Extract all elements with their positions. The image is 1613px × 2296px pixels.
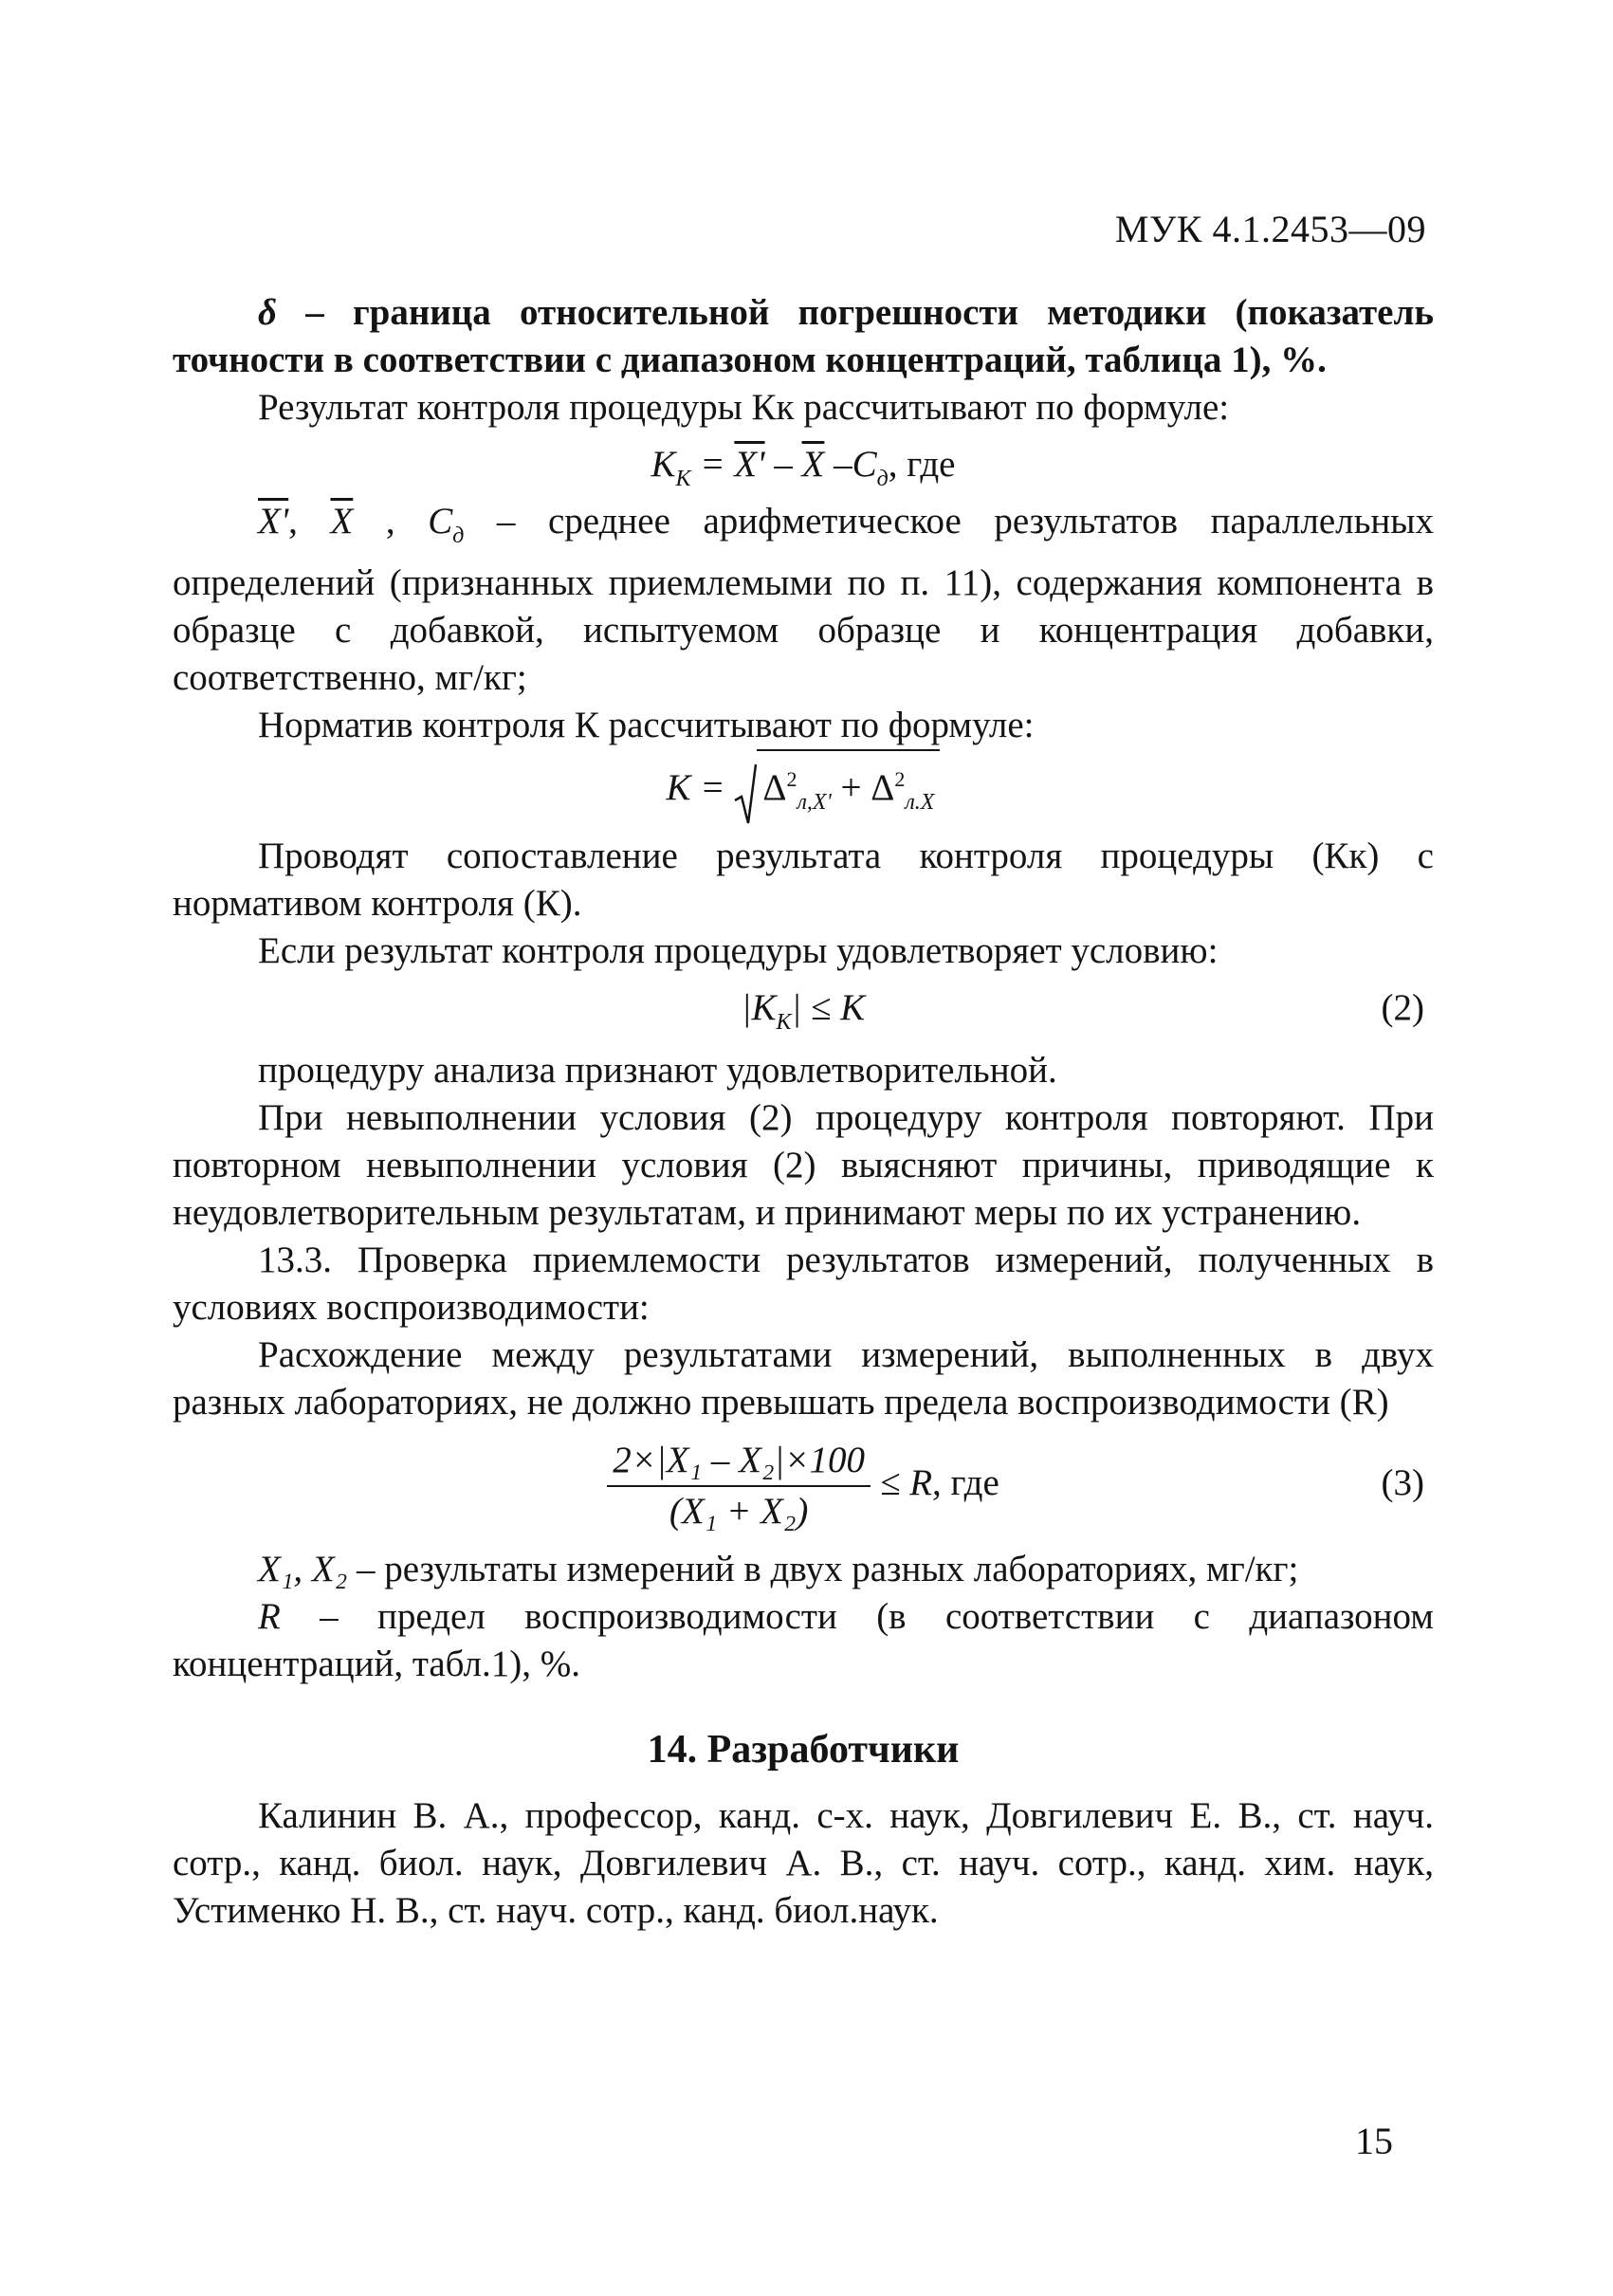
paragraph-variables: [173, 498, 1434, 702]
paragraph-repeat: При невыполнении условия (2) процедуру контроля повторяют. При повторном невыполнении условия (2) выясняют причины, приводящие к неудовлетворительным результатам, и принимают меры по их устранению.: [173, 1097, 1434, 1233]
delta2-sup: 2: [894, 767, 906, 791]
paragraph-x1-x2: [173, 1546, 1434, 1593]
formula-k-lhs: K =: [666, 767, 735, 808]
formula-kk-minus2: –C: [824, 444, 877, 485]
delta1-sup: 2: [786, 767, 797, 791]
var-c-sub: д: [452, 523, 465, 548]
formula-kk-c-sub: д: [876, 467, 889, 491]
formula-kk-minus1: –: [764, 444, 802, 485]
delta1-sub: л,X': [797, 790, 832, 815]
formula-kk-x-prime: X': [734, 444, 765, 485]
sqrt-sign: [734, 753, 757, 829]
page-number: 15: [1355, 2120, 1393, 2162]
document-body: [173, 289, 1434, 1935]
delta1: Δ: [762, 767, 787, 808]
formula-kk-eq: =: [690, 444, 735, 485]
condition-lhs-sub: K: [776, 1010, 792, 1035]
fraction-denominator: (X₁ + X₂): [669, 1491, 809, 1533]
var-sep: ,: [288, 501, 331, 542]
paragraph-if: Если результат контроля процедуры удовлетворяет условию:: [258, 930, 1219, 971]
delta2: Δ: [871, 767, 895, 808]
formula-k-plus: +: [831, 767, 871, 808]
paragraph-authors: Калинин В. А., профессор, канд. с-х. наук, Довгилевич Е. В., ст. науч. сотр., канд. биол. наук, Довгилевич А. В., ст. науч. сотр., канд. хим. наук, Устименко Н. В., ст. науч. сотр., канд. биол.наук.: [173, 1795, 1434, 1931]
condition-rhs: | ≤ K: [791, 987, 866, 1028]
delta2-sub: л.X: [905, 790, 935, 815]
var-x-prime: X': [258, 501, 289, 542]
paragraph-norm-intro: Норматив контроля К рассчитывают по формуле:: [258, 705, 1035, 745]
var-c: C: [428, 501, 453, 542]
formula-kk: [173, 432, 1434, 498]
paragraph-13-3: 13.3. Проверка приемлемости результатов измерений, полученных в условиях воспроизводимости:: [173, 1240, 1434, 1328]
paragraph-result-formula-intro: Результат контроля процедуры Кк рассчитывают по формуле:: [258, 387, 1230, 428]
sqrt-radicand: [757, 749, 940, 831]
formula-condition: [173, 975, 1434, 1041]
formula-kk-lhs: K: [651, 444, 676, 485]
r-definition: – предел воспроизводимости (в соответствии с диапазоном концентраций, табл.1), %.: [173, 1596, 1434, 1684]
equation-number-3: (3): [1381, 1462, 1424, 1503]
paragraph-r: [173, 1593, 1434, 1688]
formula-k: [173, 749, 1434, 825]
formula-reproducibility: [173, 1426, 1434, 1540]
formula-r-rhs: ≤ R: [880, 1462, 933, 1503]
formula-kk-x: $\overline{X}$: [801, 444, 825, 485]
section-14-title: 14. Разработчики: [647, 1728, 960, 1772]
fraction: [607, 1436, 871, 1536]
formula-kk-lhs-sub: K: [675, 467, 691, 491]
vars-x1-x2: X₁, X₂: [258, 1549, 348, 1589]
document-code: МУК 4.1.2453—09: [1114, 208, 1426, 250]
equation-number-2: (2): [1381, 987, 1424, 1028]
var-sep2: ,: [353, 501, 429, 542]
variables-definition: – среднее арифметическое результатов параллельных определений (признанных приемлемыми по п. 11), содержания компонента в образце с добавкой, испытуемом образце и концентрация добавки, соответственно, мг/кг;: [173, 501, 1434, 698]
delta-symbol: δ: [258, 292, 277, 333]
formula-kk-tail: , где: [888, 444, 956, 485]
formula-r-tail: , где: [932, 1462, 999, 1503]
var-x: $\overline{X}$: [330, 501, 354, 542]
paragraph-discrepancy: Расхождение между результатами измерений, выполненных в двух разных лабораториях, не должно превышать предела воспроизводимости (R): [173, 1334, 1434, 1423]
paragraph-compare: Проводят сопоставление результата контроля процедуры (Кк) с нормативом контроля (К).: [173, 836, 1434, 924]
condition-lhs: |K: [741, 987, 777, 1028]
paragraph-delta: [173, 289, 1434, 384]
fraction-numerator: 2×|X₁ – X₂|×100: [607, 1436, 871, 1487]
paragraph-accept: процедуру анализа признают удовлетворительной.: [258, 1050, 1057, 1091]
x1-x2-definition: – результаты измерений в двух разных лабораториях, мг/кг;: [347, 1549, 1299, 1589]
delta-definition: – граница относительной погрешности методики (показатель точности в соответствии с диапазоном концентраций, таблица 1), %.: [173, 292, 1434, 380]
var-r: R: [258, 1596, 281, 1637]
